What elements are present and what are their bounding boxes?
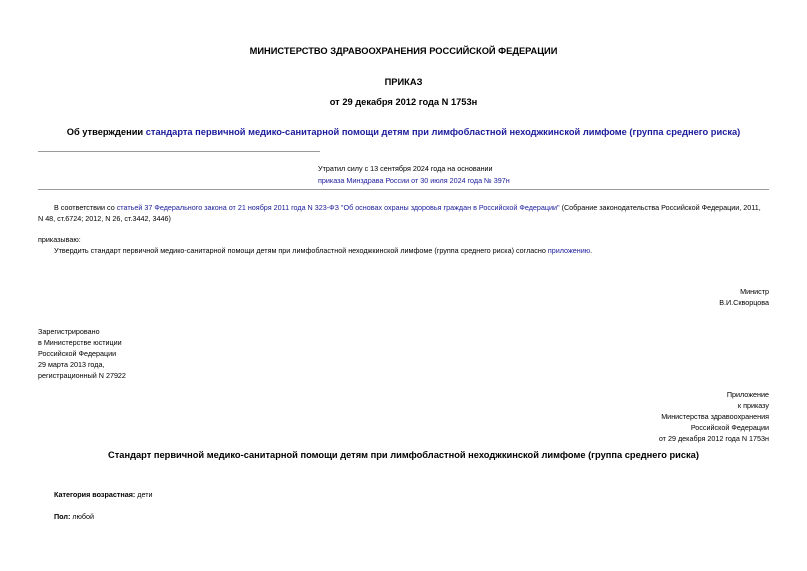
ministry-heading: МИНИСТЕРСТВО ЗДРАВООХРАНЕНИЯ РОССИЙСКОЙ ФЕДЕРАЦИИ [249, 46, 558, 56]
registration-line: Зарегистрировано [38, 327, 100, 336]
signature-block [719, 286, 769, 308]
appendix-line: Приложение [726, 390, 769, 399]
order-end: . [590, 246, 593, 255]
sex-value: любой [70, 512, 95, 521]
preamble-prefix: В соответствии со [54, 203, 117, 212]
prikazyvayu-text: приказываю: [38, 235, 81, 244]
divider-bottom [38, 189, 769, 190]
signature-name: В.И.Скворцова [719, 298, 769, 307]
preamble-suffix: (Собрание законодательства Российской Федерации, 2011, [559, 203, 761, 212]
status-note-text: Утратил силу с 13 сентября 2024 года на основании [318, 164, 493, 173]
appendix-line: Российской Федерации [690, 423, 769, 432]
age-category-label: Категория возрастная: [54, 490, 136, 499]
order-body: Утвердить стандарт первичной медико-санитарной помощи детям при лимфобластной неходжкинской лимфоме (группа среднего риска) согласно [54, 246, 548, 255]
registration-line: в Министерстве юстиции [38, 338, 122, 347]
appendix-line: к приказу [737, 401, 769, 410]
appendix-line: Министерства здравоохранения [661, 412, 769, 421]
preamble-line2: N 48, ст.6724; 2012, N 26, ст.3442, 3446) [38, 214, 171, 223]
signature-position: Министр [740, 287, 769, 296]
repeal-order-link[interactable]: приказа Минздрава России от 30 июля 2024 года № 397н [318, 176, 510, 185]
standard-title: Стандарт первичной медико-санитарной помощи детям при лимфобластной неходжкинской лимфоме (группа среднего риска) [108, 450, 699, 460]
age-category-value: дети [135, 490, 153, 499]
appendix-link[interactable]: приложению [547, 246, 591, 255]
preamble [38, 202, 773, 224]
doc-type-heading: ПРИКАЗ [384, 77, 423, 87]
appendix-line: от 29 декабря 2012 года N 1753н [658, 434, 769, 443]
registration-block [38, 326, 126, 381]
registration-line: Российской Федерации [38, 349, 117, 358]
order-date-number: от 29 декабря 2012 года N 1753н [329, 97, 478, 107]
sex-label: Пол: [54, 512, 71, 521]
order-title-prefix: Об утверждении [66, 127, 146, 137]
standard-link[interactable]: стандарта первичной медико-санитарной помощи детям при лимфобластной неходжкинской лимфоме (группа среднего риска) [145, 127, 741, 137]
appendix-reference [659, 389, 769, 444]
age-category [54, 489, 153, 500]
federal-law-link[interactable]: статьей 37 Федерального закона от 21 ноября 2011 года N 323-ФЗ "Об основах охраны здоровья граждан в Российской Федерации" [116, 203, 560, 212]
divider-top [38, 151, 320, 152]
sex-category [54, 511, 94, 522]
registration-line: регистрационный N 27922 [38, 371, 126, 380]
order-title [0, 127, 807, 137]
order-text [54, 245, 592, 256]
status-note [318, 163, 548, 186]
registration-line: 29 марта 2013 года, [38, 360, 105, 369]
